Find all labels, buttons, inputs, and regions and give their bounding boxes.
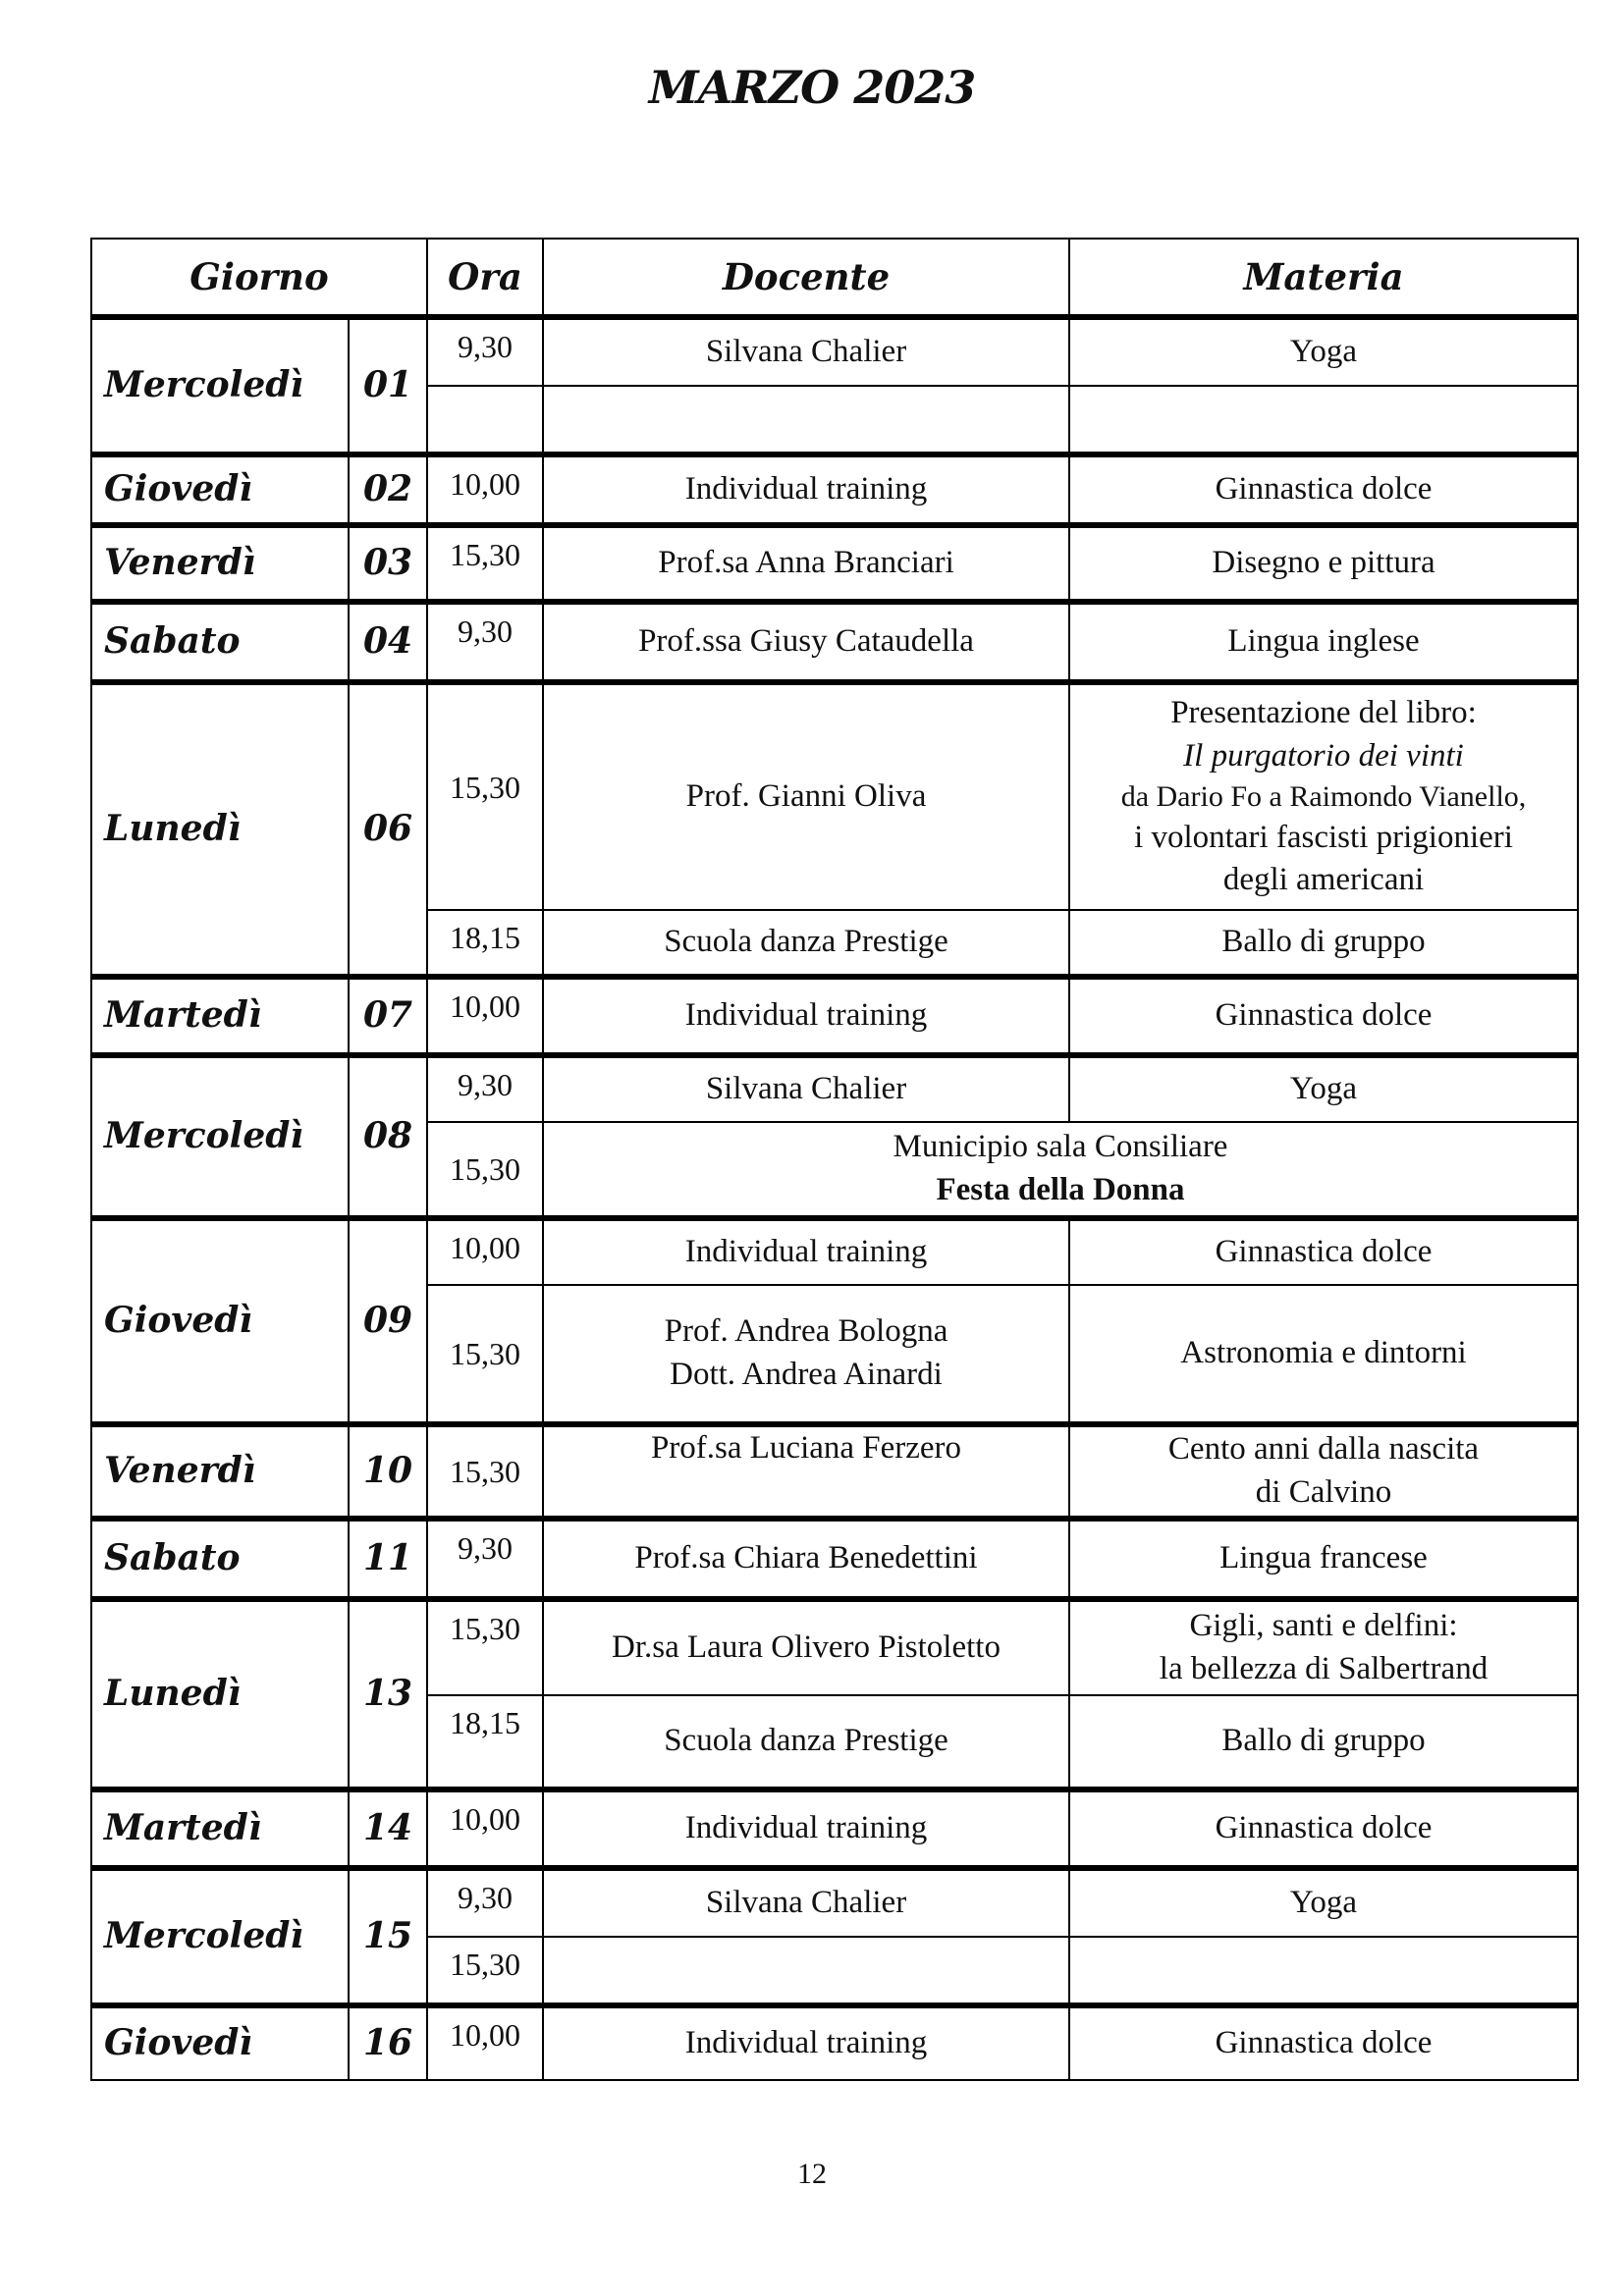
table-row [91,977,1578,1055]
table-row [91,1868,1578,1937]
header-row [91,239,1578,317]
day-number: 06 [349,682,427,977]
table-row [91,1424,1578,1519]
materia-line: da Dario Fo a Raimondo Vianello, [1120,780,1527,814]
time-cell: 10,00 [427,2005,543,2080]
materia-cell [1069,682,1578,910]
materia-cell: Ballo di gruppo [1069,910,1578,977]
docente-cell [543,1285,1069,1424]
materia-line: degli americani [1222,862,1425,898]
day-name: Mercoledì [91,317,349,454]
header-docente: Docente [543,239,1069,317]
day-name: Lunedì [91,1599,349,1789]
time-cell: 9,30 [427,1868,543,1937]
table-row [91,525,1578,602]
materia-line: i volontari fascisti prigionieri [1134,819,1513,855]
table-row [91,1055,1578,1122]
page-title: MARZO 2023 [648,61,976,114]
table-row [91,454,1578,525]
day-name: Giovedì [91,2005,349,2080]
time-cell: 15,30 [427,1285,543,1424]
materia-cell: Yoga [1069,1868,1578,1937]
materia-line: Gigli, santi e delfini: [1189,1608,1458,1644]
docente-cell: Individual training [543,977,1069,1055]
materia-cell: Ginnastica dolce [1069,2005,1578,2080]
docente-cell: Individual training [543,1218,1069,1285]
table-row [91,682,1578,910]
day-number: 10 [349,1424,427,1519]
docente-cell: Individual training [543,454,1069,525]
time-cell: 9,30 [427,1055,543,1122]
docente-cell: Prof.sa Anna Branciari [543,525,1069,602]
day-name: Sabato [91,602,349,682]
materia-cell [1069,386,1578,454]
day-name: Martedì [91,1789,349,1868]
day-number: 03 [349,525,427,602]
header-materia: Materia [1069,239,1578,317]
book-title: Il purgatorio dei vinti [1183,737,1464,774]
materia-cell: Ginnastica dolce [1069,1218,1578,1285]
day-name: Mercoledì [91,1868,349,2005]
day-name: Sabato [91,1519,349,1599]
day-number: 09 [349,1218,427,1424]
day-name: Venerdì [91,1424,349,1519]
time-cell: 15,30 [427,1122,543,1218]
materia-cell: Yoga [1069,317,1578,386]
header-ora: Ora [427,239,543,317]
time-cell: 9,30 [427,602,543,682]
day-number: 07 [349,977,427,1055]
materia-line: Cento anni dalla nascita [1167,1431,1480,1468]
materia-cell: Lingua inglese [1069,602,1578,682]
time-cell: 15,30 [427,525,543,602]
materia-cell: Ballo di gruppo [1069,1695,1578,1789]
time-cell: 15,30 [427,1424,543,1519]
docente-cell: Scuola danza Prestige [543,1695,1069,1789]
day-name: Lunedì [91,682,349,977]
docente-cell [543,1937,1069,2005]
materia-cell [1069,1424,1578,1519]
table-row [91,2005,1578,2080]
materia-cell: Lingua francese [1069,1519,1578,1599]
docente-line: Dott. Andrea Ainardi [670,1357,943,1392]
table-row [91,1789,1578,1868]
time-cell: 10,00 [427,977,543,1055]
table-row [91,602,1578,682]
day-number: 13 [349,1599,427,1789]
time-cell: 10,00 [427,1789,543,1868]
time-cell: 9,30 [427,317,543,386]
day-number: 01 [349,317,427,454]
time-cell [427,386,543,454]
time-cell: 18,15 [427,1695,543,1789]
docente-cell: Individual training [543,2005,1069,2080]
materia-cell: Disegno e pittura [1069,525,1578,602]
event-cell [543,1122,1578,1218]
materia-cell: Ginnastica dolce [1069,977,1578,1055]
docente-cell [543,386,1069,454]
materia-line: di Calvino [1255,1474,1392,1510]
materia-cell: Ginnastica dolce [1069,454,1578,525]
docente-cell: Dr.sa Laura Olivero Pistoletto [543,1599,1069,1695]
docente-cell: Individual training [543,1789,1069,1868]
day-number: 02 [349,454,427,525]
event-title: Festa della Donna [936,1172,1185,1207]
time-cell: 10,00 [427,454,543,525]
materia-cell [1069,1937,1578,2005]
time-cell: 15,30 [427,1937,543,2005]
time-cell: 15,30 [427,1599,543,1695]
docente-cell: Silvana Chalier [543,1055,1069,1122]
materia-cell: Ginnastica dolce [1069,1789,1578,1868]
day-name: Venerdì [91,525,349,602]
day-name: Martedì [91,977,349,1055]
docente-cell: Prof.sa Chiara Benedettini [543,1519,1069,1599]
header-giorno: Giorno [91,239,427,317]
materia-line: la bellezza di Salbertrand [1159,1651,1489,1686]
materia-cell: Yoga [1069,1055,1578,1122]
materia-line: Presentazione del libro: [1170,695,1477,731]
day-number: 15 [349,1868,427,2005]
table-row [91,1519,1578,1599]
day-number: 08 [349,1055,427,1218]
table-row [91,1599,1578,1695]
docente-cell: Scuola danza Prestige [543,910,1069,977]
docente-cell: Prof. Gianni Oliva [543,682,1069,910]
time-cell: 9,30 [427,1519,543,1599]
schedule-table [90,238,1579,2081]
docente-cell: Prof.ssa Giusy Cataudella [543,602,1069,682]
docente-cell: Silvana Chalier [543,317,1069,386]
day-name: Giovedì [91,454,349,525]
time-cell: 15,30 [427,682,543,910]
day-number: 04 [349,602,427,682]
table-row [91,317,1578,386]
time-cell: 18,15 [427,910,543,977]
page-number: 12 [797,2158,827,2190]
event-location: Municipio sala Consiliare [893,1129,1228,1165]
time-cell: 10,00 [427,1218,543,1285]
table-row [91,1218,1578,1285]
day-name: Mercoledì [91,1055,349,1218]
day-number: 11 [349,1519,427,1599]
day-number: 16 [349,2005,427,2080]
day-number: 14 [349,1789,427,1868]
docente-cell: Silvana Chalier [543,1868,1069,1937]
docente-cell: Prof.sa Luciana Ferzero [543,1424,1069,1519]
docente-line: Prof. Andrea Bologna [664,1313,948,1350]
materia-cell [1069,1599,1578,1695]
materia-cell: Astronomia e dintorni [1069,1285,1578,1424]
day-name: Giovedì [91,1218,349,1424]
